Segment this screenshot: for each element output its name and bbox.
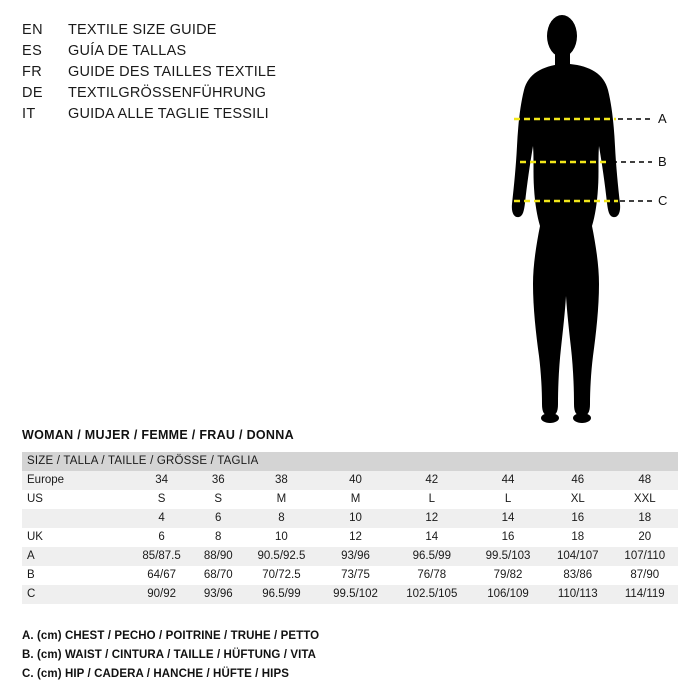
table-row xyxy=(22,471,678,490)
table-cell: 8 xyxy=(243,509,319,528)
row-label: B xyxy=(22,566,130,585)
table-cell: 96.5/99 xyxy=(391,547,472,566)
table-cell: 79/82 xyxy=(472,566,544,585)
table-cell: 64/67 xyxy=(130,566,193,585)
language-title: GUIDE DES TAILLES TEXTILE xyxy=(68,64,277,80)
table-cell: 20 xyxy=(612,528,678,547)
table-cell: 14 xyxy=(472,509,544,528)
row-label: C xyxy=(22,585,130,604)
table-cell: 99.5/102 xyxy=(320,585,392,604)
table-section-label: WOMAN / MUJER / FEMME / FRAU / DONNA xyxy=(22,428,294,442)
table-row xyxy=(22,528,678,547)
table-cell: 10 xyxy=(320,509,392,528)
language-title: TEXTILGRÖSSENFÜHRUNG xyxy=(68,85,267,101)
language-title: GUIDA ALLE TAGLIE TESSILI xyxy=(68,106,269,122)
table-cell: 14 xyxy=(391,528,472,547)
legend-line-a: A. (cm) CHEST / PECHO / POITRINE / TRUHE / PETTO xyxy=(22,630,320,642)
table-cell: 8 xyxy=(193,528,243,547)
table-cell: 16 xyxy=(472,528,544,547)
language-code: DE xyxy=(22,85,43,101)
table-cell: 68/70 xyxy=(193,566,243,585)
table-cell: 93/96 xyxy=(320,547,392,566)
language-code: ES xyxy=(22,43,43,59)
table-cell: 6 xyxy=(130,528,193,547)
table-cell: M xyxy=(320,490,392,509)
legend-line-c: C. (cm) HIP / CADERA / HANCHE / HÜFTE / HIPS xyxy=(22,668,290,680)
row-label: Europe xyxy=(22,471,130,490)
table-cell: 38 xyxy=(243,471,319,490)
language-code: IT xyxy=(22,106,36,122)
table-cell: S xyxy=(193,490,243,509)
table-cell: 106/109 xyxy=(472,585,544,604)
marker-label-b: B xyxy=(658,154,667,169)
table-cell: XXL xyxy=(612,490,678,509)
table-cell: 6 xyxy=(193,509,243,528)
language-title: TEXTILE SIZE GUIDE xyxy=(68,22,217,38)
table-cell: 40 xyxy=(320,471,392,490)
table-cell: L xyxy=(391,490,472,509)
language-code: FR xyxy=(22,64,43,80)
table-cell: 114/119 xyxy=(612,585,678,604)
table-cell: 76/78 xyxy=(391,566,472,585)
table-cell: 96.5/99 xyxy=(243,585,319,604)
table-header-row xyxy=(22,452,678,471)
table-cell: 107/110 xyxy=(612,547,678,566)
row-label: A xyxy=(22,547,130,566)
language-row xyxy=(22,106,452,122)
table-cell: 36 xyxy=(193,471,243,490)
table-row xyxy=(22,490,678,509)
table-row xyxy=(22,585,678,604)
table-cell: 85/87.5 xyxy=(130,547,193,566)
table-cell: M xyxy=(243,490,319,509)
table-cell: 93/96 xyxy=(193,585,243,604)
row-label: US xyxy=(22,490,130,509)
table-cell: L xyxy=(472,490,544,509)
language-row xyxy=(22,43,452,59)
language-code: EN xyxy=(22,22,43,38)
table-cell: 99.5/103 xyxy=(472,547,544,566)
marker-label-c: C xyxy=(658,193,668,208)
table-cell: 12 xyxy=(391,509,472,528)
table-cell: 90/92 xyxy=(130,585,193,604)
table-cell: 110/113 xyxy=(544,585,612,604)
table-cell: XL xyxy=(544,490,612,509)
table-row xyxy=(22,509,678,528)
table-row xyxy=(22,566,678,585)
table-cell: 88/90 xyxy=(193,547,243,566)
table-cell: 18 xyxy=(544,528,612,547)
language-row xyxy=(22,85,452,101)
legend-line-b: B. (cm) WAIST / CINTURA / TAILLE / HÜFTUNG / VITA xyxy=(22,649,317,661)
table-cell: S xyxy=(130,490,193,509)
table-cell: 46 xyxy=(544,471,612,490)
size-table xyxy=(22,452,678,604)
table-cell: 48 xyxy=(612,471,678,490)
table-row xyxy=(22,547,678,566)
table-cell: 87/90 xyxy=(612,566,678,585)
table-cell: 18 xyxy=(612,509,678,528)
language-title: GUÍA DE TALLAS xyxy=(68,43,187,59)
table-cell: 42 xyxy=(391,471,472,490)
female-silhouette-figure xyxy=(470,8,690,428)
table-cell: 70/72.5 xyxy=(243,566,319,585)
silhouette-icon xyxy=(470,8,690,428)
table-cell: 16 xyxy=(544,509,612,528)
language-title-block xyxy=(22,22,452,127)
language-row xyxy=(22,64,452,80)
table-header-label: SIZE / TALLA / TAILLE / GRÖSSE / TAGLIA xyxy=(22,452,678,471)
row-label xyxy=(22,509,130,528)
table-cell: 102.5/105 xyxy=(391,585,472,604)
row-label: UK xyxy=(22,528,130,547)
measurement-legend xyxy=(22,630,662,687)
language-row xyxy=(22,22,452,38)
marker-label-a: A xyxy=(658,111,667,126)
table-cell: 90.5/92.5 xyxy=(243,547,319,566)
table-cell: 73/75 xyxy=(320,566,392,585)
table-cell: 83/86 xyxy=(544,566,612,585)
table-cell: 34 xyxy=(130,471,193,490)
table-cell: 4 xyxy=(130,509,193,528)
table-cell: 12 xyxy=(320,528,392,547)
table-cell: 10 xyxy=(243,528,319,547)
table-cell: 104/107 xyxy=(544,547,612,566)
table-cell: 44 xyxy=(472,471,544,490)
